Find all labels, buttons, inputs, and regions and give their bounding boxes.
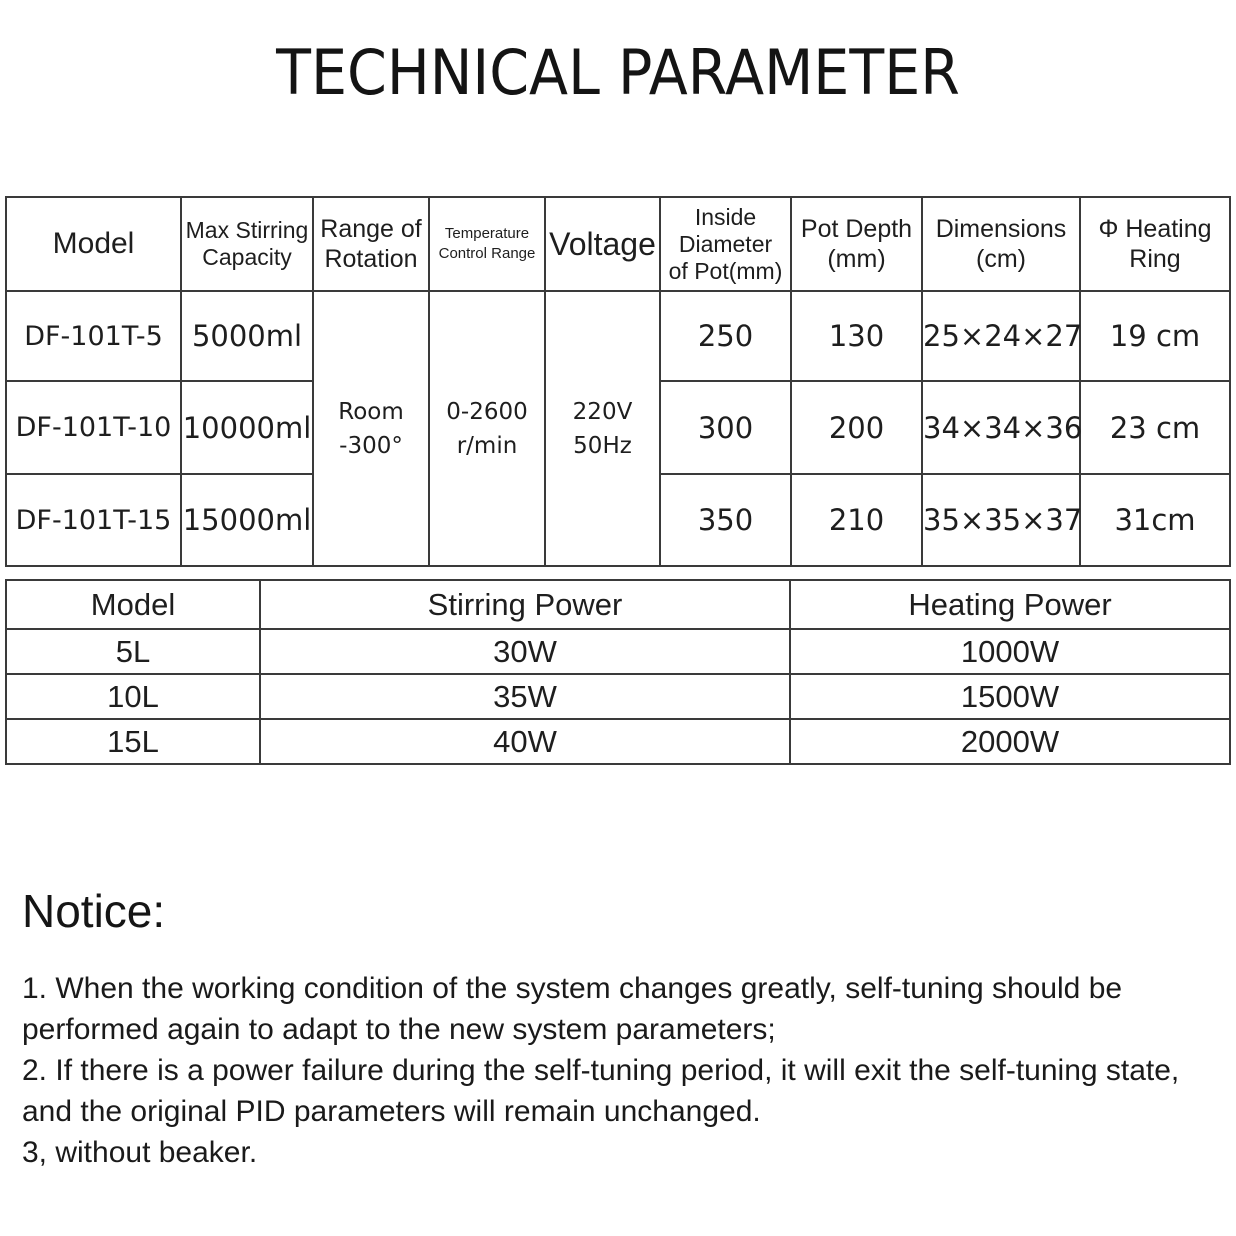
dimensions-cell: 25×24×27 <box>922 291 1080 381</box>
header-voltage: Voltage <box>545 197 660 291</box>
header-stirring-power: Stirring Power <box>260 580 790 629</box>
header-diameter: Inside Diameter of Pot(mm) <box>660 197 791 291</box>
table-row <box>6 291 1230 381</box>
diameter-cell: 300 <box>660 381 791 474</box>
model-cell: DF-101T-15 <box>6 474 181 566</box>
technical-parameter-table <box>5 196 1231 567</box>
heating-power-cell: 2000W <box>790 719 1230 764</box>
stirring-power-cell: 35W <box>260 674 790 719</box>
table-row <box>6 629 1230 674</box>
model-cell: DF-101T-5 <box>6 291 181 381</box>
header-heating-ring: Φ Heating Ring <box>1080 197 1230 291</box>
header-depth: Pot Depth (mm) <box>791 197 922 291</box>
power-header-row <box>6 580 1230 629</box>
diameter-cell: 350 <box>660 474 791 566</box>
model-cell: 10L <box>6 674 260 719</box>
capacity-cell: 5000ml <box>181 291 313 381</box>
header-rotation: Range of Rotation <box>313 197 429 291</box>
power-table <box>5 579 1231 765</box>
table-row <box>6 719 1230 764</box>
capacity-cell: 15000ml <box>181 474 313 566</box>
voltage-cell: 220V 50Hz <box>545 291 660 566</box>
model-cell: DF-101T-10 <box>6 381 181 474</box>
table-row <box>6 674 1230 719</box>
heating-power-cell: 1500W <box>790 674 1230 719</box>
header-dimensions: Dimensions (cm) <box>922 197 1080 291</box>
heating-power-cell: 1000W <box>790 629 1230 674</box>
heating-ring-cell: 31cm <box>1080 474 1230 566</box>
depth-cell: 130 <box>791 291 922 381</box>
heating-ring-cell: 23 cm <box>1080 381 1230 474</box>
diameter-cell: 250 <box>660 291 791 381</box>
notice-heading: Notice: <box>22 885 166 937</box>
header-temperature: Temperature Control Range <box>429 197 545 291</box>
depth-cell: 200 <box>791 381 922 474</box>
spec-header-row <box>6 197 1230 291</box>
header-capacity: Max Stirring Capacity <box>181 197 313 291</box>
rotation-cell: Room -300° <box>313 291 429 566</box>
capacity-cell: 10000ml <box>181 381 313 474</box>
notice-item: 1. When the working condition of the system changes greatly, self-tuning should be performed again to adapt to the new system parameters; <box>22 972 1123 1046</box>
page-title: TECHNICAL PARAMETER <box>276 36 960 109</box>
depth-cell: 210 <box>791 474 922 566</box>
notice-item: 2. If there is a power failure during the self-tuning period, it will exit the self-tuning state, and the original PID parameters will remain unchanged. <box>22 1054 1180 1128</box>
heating-ring-cell: 19 cm <box>1080 291 1230 381</box>
stirring-power-cell: 30W <box>260 629 790 674</box>
stirring-power-cell: 40W <box>260 719 790 764</box>
header-model: Model <box>6 580 260 629</box>
notice-item: 3, without beaker. <box>22 1136 258 1169</box>
notice-list <box>22 968 1212 1173</box>
dimensions-cell: 34×34×36 <box>922 381 1080 474</box>
model-cell: 15L <box>6 719 260 764</box>
model-cell: 5L <box>6 629 260 674</box>
header-heating-power: Heating Power <box>790 580 1230 629</box>
temperature-cell: 0-2600 r/min <box>429 291 545 566</box>
header-model: Model <box>6 197 181 291</box>
dimensions-cell: 35×35×37 <box>922 474 1080 566</box>
